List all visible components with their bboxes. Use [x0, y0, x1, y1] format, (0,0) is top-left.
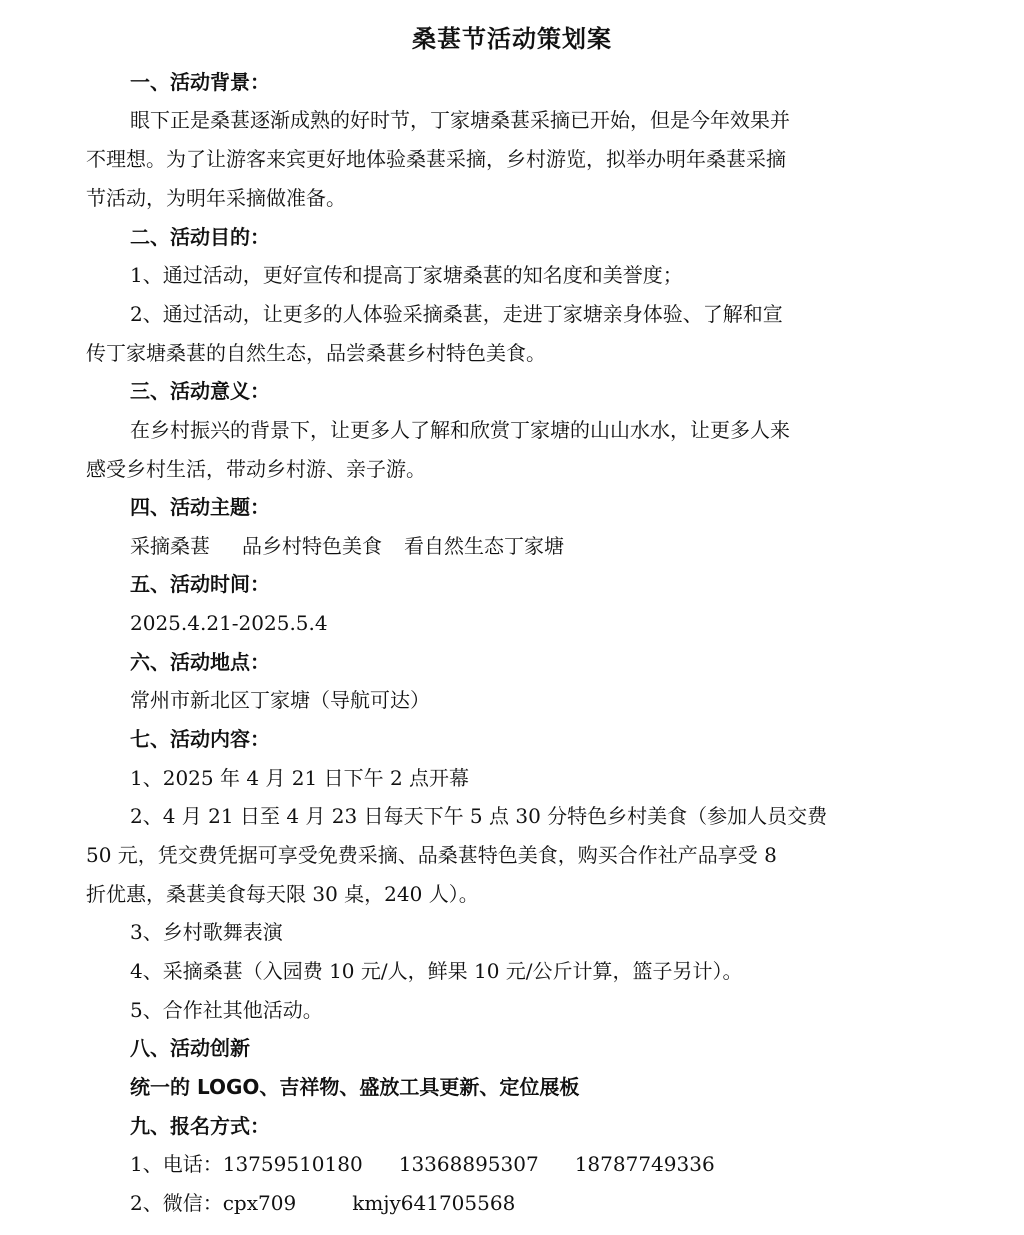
section-heading-theme: 四、活动主题：: [130, 495, 270, 519]
content-item: 折优惠，桑葚美食每天限 30 桌，240 人）。: [86, 882, 479, 906]
paragraph-line: 在乡村振兴的背景下，让更多人了解和欣赏丁家塘的山山水水，让更多人来: [130, 418, 790, 442]
paragraph-line: 节活动，为明年采摘做准备。: [86, 186, 346, 210]
paragraph-line: 传丁家塘桑葚的自然生态，品尝桑葚乡村特色美食。: [86, 341, 546, 365]
registration-wechat-line: [130, 1189, 886, 1217]
wechat-id: kmjy641705568: [352, 1191, 516, 1215]
content-item: 2、4 月 21 日至 4 月 23 日每天下午 5 点 30 分特色乡村美食（参加人员交费: [130, 804, 828, 828]
section-heading-innovation: 八、活动创新: [130, 1036, 250, 1060]
paragraph-line: 眼下正是桑葚逐渐成熟的好时节，丁家塘桑葚采摘已开始，但是今年效果并: [130, 108, 790, 132]
phone-number: 13759510180: [222, 1152, 363, 1176]
section-heading-background: 一、活动背景：: [130, 70, 270, 94]
section-heading-content: 七、活动内容：: [130, 727, 270, 751]
activity-time: 2025.4.21-2025.5.4: [130, 611, 328, 635]
theme-item: 品乡村特色美食: [242, 534, 382, 558]
innovation-text: 统一的 LOGO、吉祥物、盛放工具更新、定位展板: [130, 1075, 580, 1099]
section-heading-registration: 九、报名方式：: [130, 1114, 270, 1138]
wechat-label: 2、微信：: [130, 1191, 223, 1215]
content-item: 1、2025 年 4 月 21 日下午 2 点开幕: [130, 766, 470, 790]
content-item: 50 元，凭交费凭据可享受免费采摘、品桑葚特色美食，购买合作社产品享受 8: [86, 843, 777, 867]
wechat-id: cpx709: [222, 1191, 297, 1215]
content-item: 4、采摘桑葚（入园费 10 元/人，鲜果 10 元/公斤计算，篮子另计）。: [130, 959, 743, 983]
paragraph-line: 1、通过活动，更好宣传和提高丁家塘桑葚的知名度和美誉度；: [130, 263, 683, 287]
registration-phone-line: [130, 1150, 886, 1178]
section-heading-purpose: 二、活动目的：: [130, 225, 270, 249]
phone-number: 13368895307: [398, 1152, 539, 1176]
theme-item: 采摘桑葚: [130, 534, 210, 558]
paragraph-line: 感受乡村生活，带动乡村游、亲子游。: [86, 457, 426, 481]
content-item: 5、合作社其他活动。: [130, 998, 323, 1022]
section-heading-time: 五、活动时间：: [130, 572, 270, 596]
theme-line: [130, 532, 886, 560]
phone-label: 1、电话：: [130, 1152, 223, 1176]
paragraph-line: 2、通过活动，让更多的人体验采摘桑葚，走进丁家塘亲身体验、了解和宣: [130, 302, 783, 326]
document-title: 桑葚节活动策划案: [412, 25, 612, 53]
section-heading-location: 六、活动地点：: [130, 650, 270, 674]
section-heading-significance: 三、活动意义：: [130, 379, 270, 403]
activity-location: 常州市新北区丁家塘（导航可达）: [130, 688, 430, 712]
theme-item: 看自然生态丁家塘: [404, 534, 564, 558]
content-item: 3、乡村歌舞表演: [130, 920, 283, 944]
paragraph-line: 不理想。为了让游客来宾更好地体验桑葚采摘，乡村游览，拟举办明年桑葚采摘: [86, 147, 786, 171]
phone-number: 18787749336: [574, 1152, 715, 1176]
